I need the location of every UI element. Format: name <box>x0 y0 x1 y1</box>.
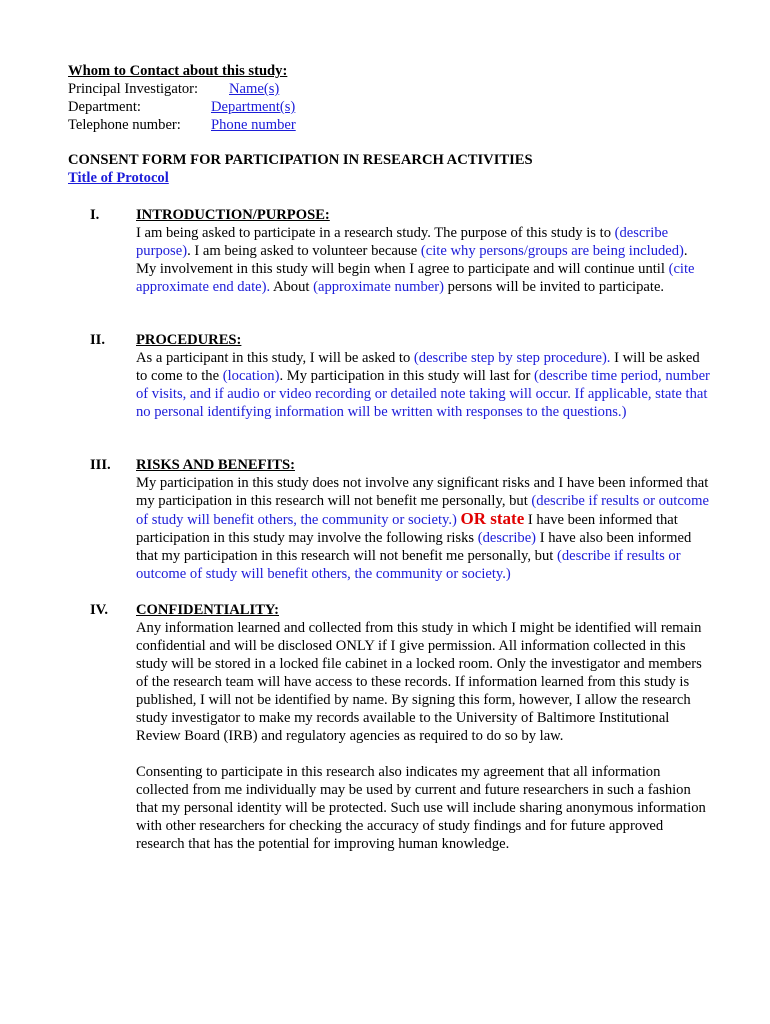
text-run: . I am being asked to volunteer because <box>187 243 421 259</box>
section-paragraph <box>136 474 711 583</box>
placeholder-text: (describe if results or outcome of study will benefit others, the community or society.) <box>136 548 681 582</box>
placeholder-text: (location) <box>222 368 280 384</box>
placeholder-text: (describe purpose) <box>136 225 669 259</box>
placeholder-text: (describe if results or outcome of study will benefit others, the community or society.) <box>136 493 709 528</box>
text-run: . My involvement in this study will begin when I agree to participate and will continue until <box>136 243 688 277</box>
contact-row-department <box>68 98 296 116</box>
section-number: I. <box>90 207 100 223</box>
contact-heading: Whom to Contact about this study: <box>68 63 288 79</box>
section-paragraph: Any information learned and collected from this study in which I might be identified will remain confidential and will be disclosed ONLY if I give permission. All information collected in this study will be stored in a locked file cabinet in a locked room. Only the investigator and members of the research team will have access to these records. If information learned from this study is published, I will not be identified by name. By signing this form, however, I allow the research study investigator to make my records available to the University of Baltimore Institutional Review Board (IRB) and regulatory agencies as required to do so by law. <box>136 620 702 744</box>
placeholder-text: (describe step by step procedure). <box>413 350 611 366</box>
contact-label: Principal Investigator: <box>68 81 199 97</box>
section-number: II. <box>90 332 106 348</box>
section-heading: PROCEDURES: <box>136 332 242 348</box>
text-run: I will be asked to come to the <box>136 350 700 384</box>
form-title-block <box>68 151 533 187</box>
text-run: I have also been informed that my participation in this research will not benefit me personally, but <box>136 530 692 564</box>
section-heading: RISKS AND BENEFITS: <box>136 457 295 473</box>
text-run: I have been informed that participation in this study may involve the following risks <box>136 512 678 546</box>
section-paragraph <box>136 349 711 421</box>
section-paragraph <box>136 224 711 296</box>
text-run: My participation in this study does not involve any significant risks and I have been informed that my participation in this research will not benefit me personally, but <box>136 475 709 509</box>
section-body <box>136 456 711 583</box>
protocol-title-link[interactable]: Title of Protocol <box>68 170 169 186</box>
text-run: persons will be invited to participate. <box>444 279 665 295</box>
phone-number-link[interactable]: Phone number <box>211 117 296 133</box>
contact-label: Telephone number: <box>68 117 181 133</box>
section-body <box>136 601 711 853</box>
placeholder-text: (approximate number) <box>313 279 444 295</box>
placeholder-text: (describe time period, number of visits, and if audio or video recording or detailed note taking will occur. If applicable, state that no personal identifying information will be written with responses to the questions.) <box>136 368 710 420</box>
text-run: . My participation in this study will last for <box>279 368 535 384</box>
placeholder-text: (describe) <box>477 530 537 546</box>
section-paragraph: Consenting to participate in this research also indicates my agreement that all information collected from me individually may be used by current and future researchers in such a fashion that my personal identity will be protected. Such use will include sharing anonymous information with other researchers for checking the accuracy of study findings and for future approved research that has the potential for improving human knowledge. <box>136 764 706 852</box>
contact-label: Department: <box>68 99 141 115</box>
placeholder-text: (cite approximate end date). <box>136 261 695 295</box>
section-heading: CONFIDENTIALITY: <box>136 602 279 618</box>
section-number: IV. <box>90 602 108 618</box>
investigator-name-link[interactable]: Name(s) <box>229 81 280 97</box>
text-run: About <box>270 279 314 295</box>
section-body <box>136 331 711 421</box>
text-run: As a participant in this study, I will be asked to <box>136 350 414 366</box>
text-run: I am being asked to participate in a research study. The purpose of this study is to <box>136 225 615 241</box>
contact-row-investigator <box>68 80 287 98</box>
placeholder-text: (cite why persons/groups are being included) <box>420 243 684 259</box>
department-link[interactable]: Department(s) <box>211 99 296 115</box>
section-number: III. <box>90 457 111 473</box>
section-body <box>136 206 711 296</box>
contact-row-phone <box>68 116 296 134</box>
contact-block <box>68 62 296 134</box>
or-state-emphasis: OR state <box>460 509 525 528</box>
form-title: CONSENT FORM FOR PARTICIPATION IN RESEARCH ACTIVITIES <box>68 152 533 168</box>
section-heading: INTRODUCTION/PURPOSE: <box>136 207 330 223</box>
